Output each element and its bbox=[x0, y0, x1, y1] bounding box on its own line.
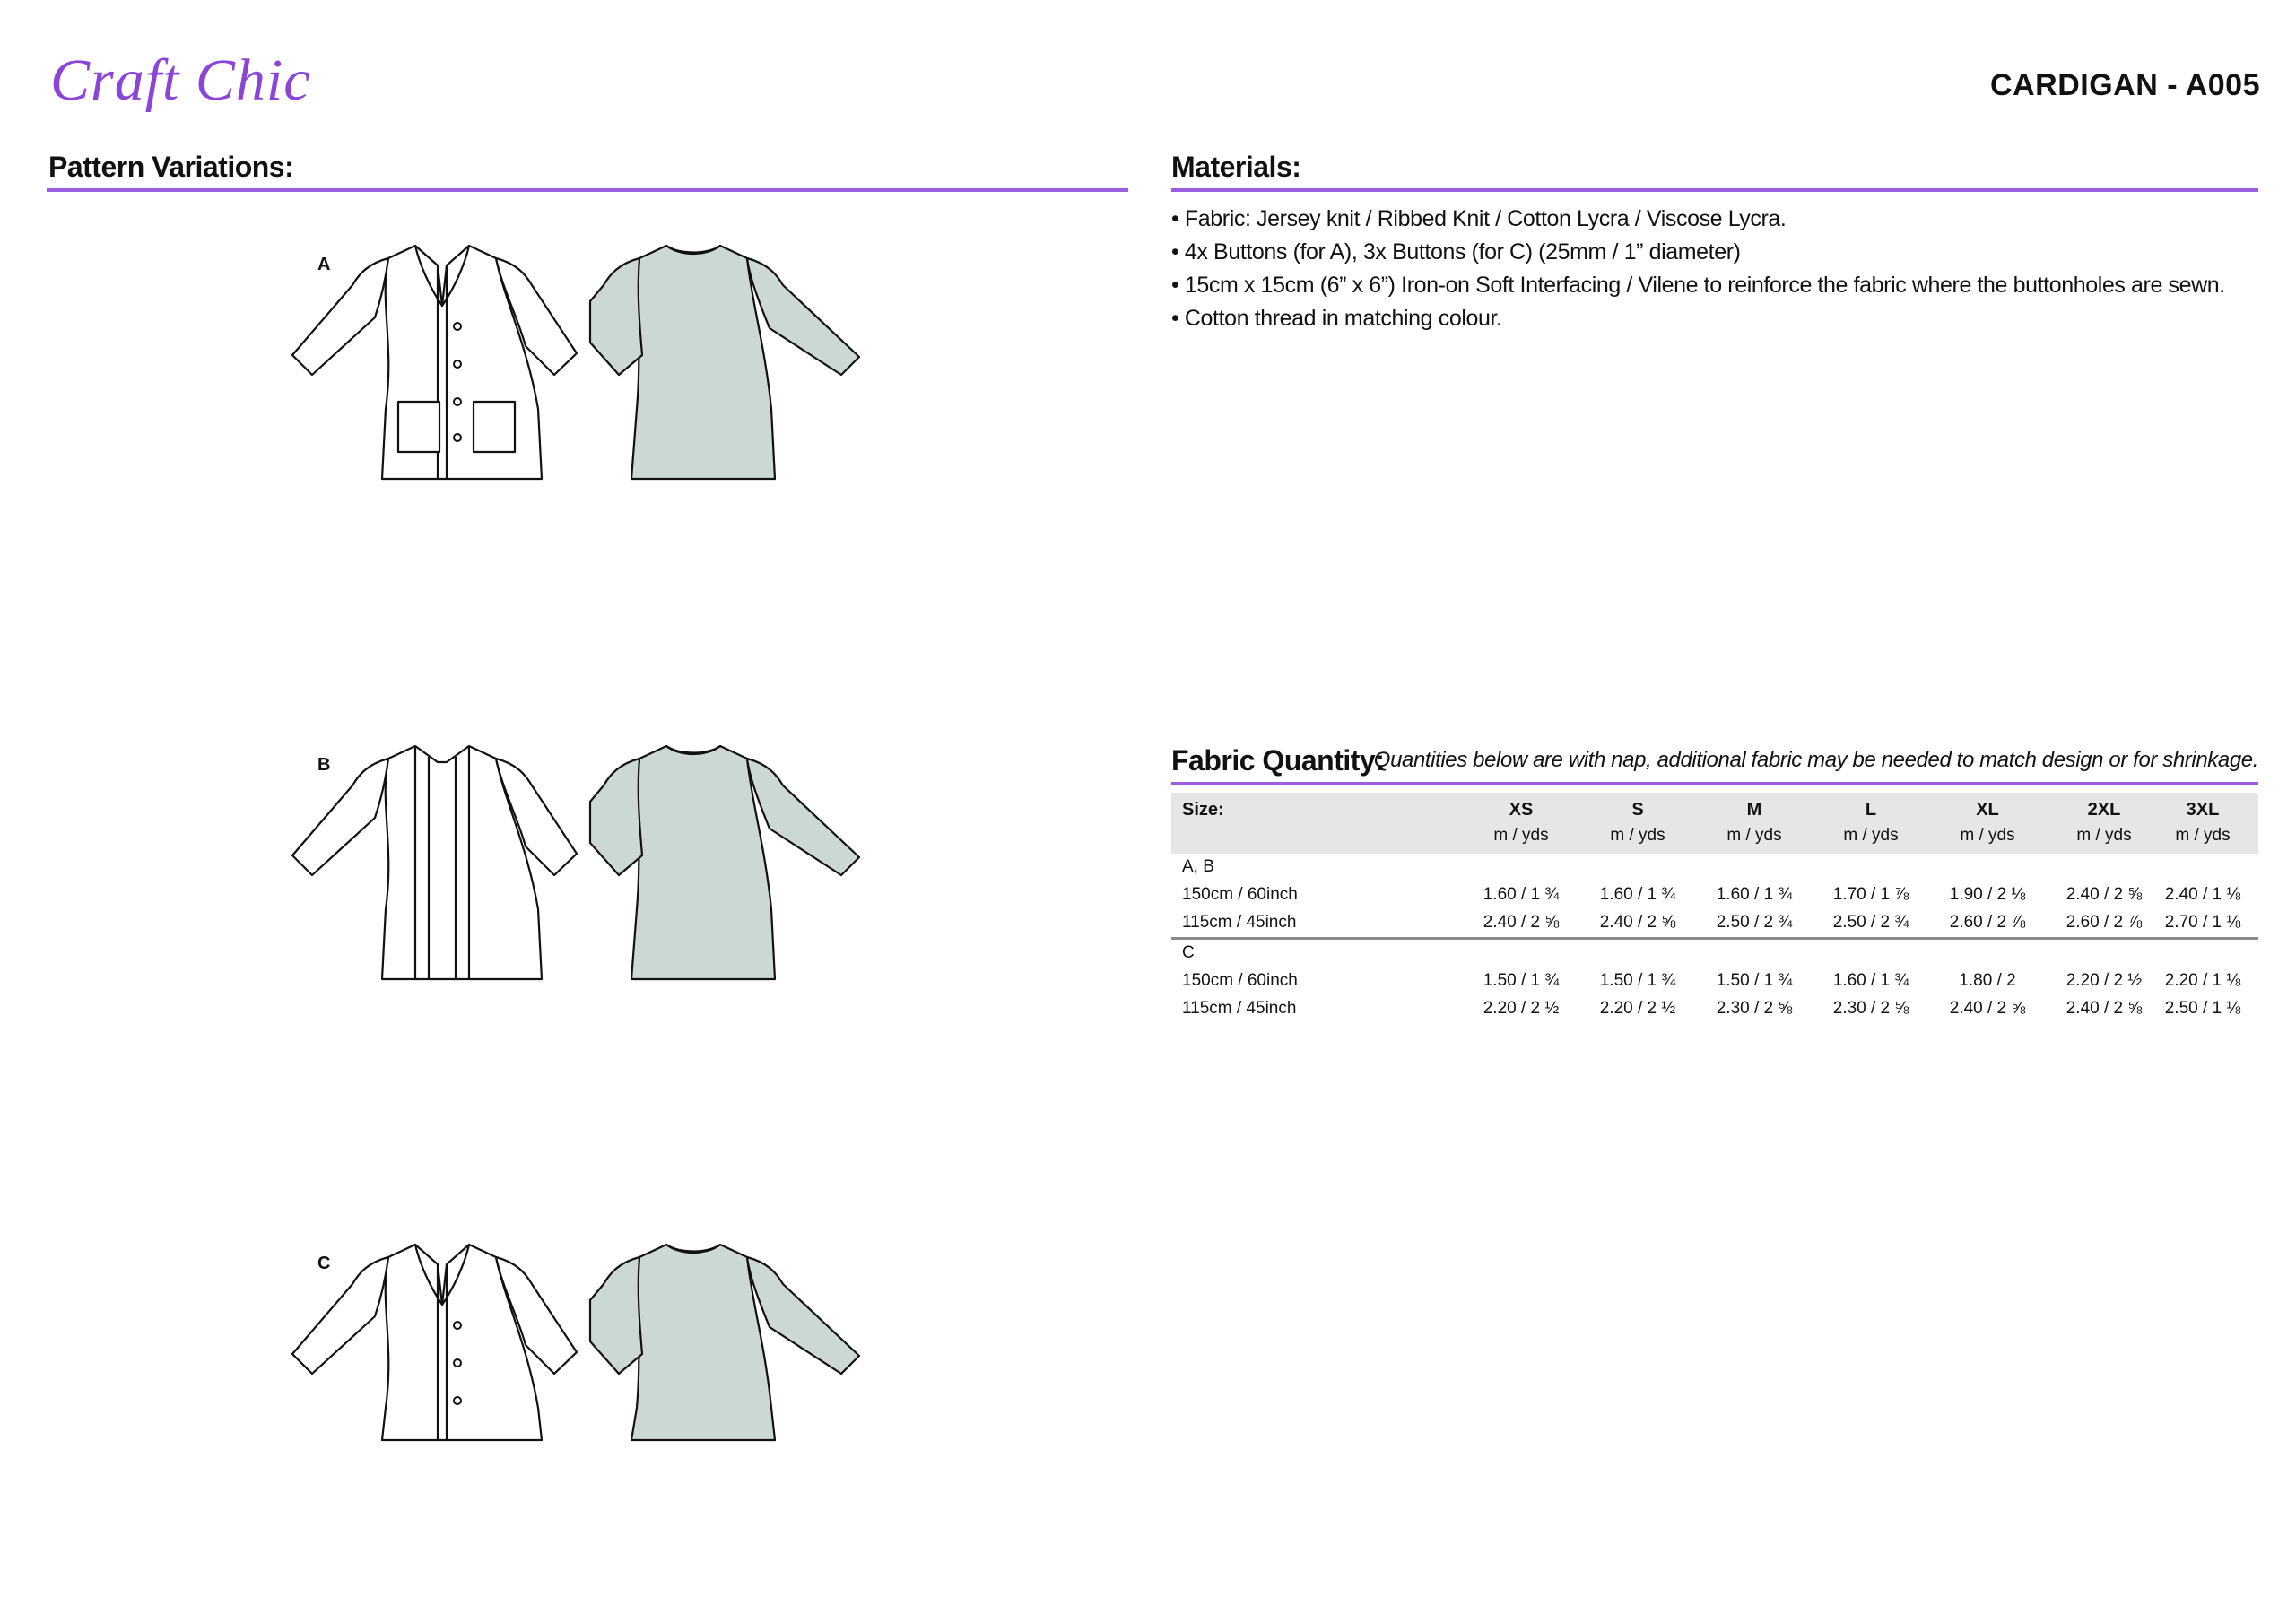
quantity-cell: 2.60 / 2 ⅞ bbox=[1949, 913, 2026, 932]
button bbox=[454, 434, 461, 441]
table-header bbox=[1171, 793, 2258, 854]
size-column-header bbox=[1700, 793, 1808, 846]
quantity-cell: 2.30 / 2 ⅝ bbox=[1832, 999, 1909, 1018]
table-row bbox=[1171, 968, 2258, 995]
quantity-cell: 2.40 / 2 ⅝ bbox=[1949, 999, 2026, 1018]
size-unit: m / yds bbox=[1726, 826, 1782, 845]
size-name: M bbox=[1746, 800, 1762, 820]
size-column-header bbox=[2050, 793, 2158, 846]
size-name: XL bbox=[1976, 800, 1999, 820]
size-unit: m / yds bbox=[2175, 826, 2231, 845]
cardigan-back-left-sleeve bbox=[590, 1257, 642, 1374]
size-column-header bbox=[1817, 793, 1925, 846]
quantity-cell: 2.30 / 2 ⅝ bbox=[1716, 999, 1793, 1018]
size-unit: m / yds bbox=[1610, 826, 1665, 845]
pocket-left bbox=[398, 402, 439, 452]
variation-label: A bbox=[317, 255, 331, 274]
materials-title: Materials: bbox=[1171, 151, 1301, 183]
size-column-header bbox=[1584, 793, 1692, 846]
quantity-cell: 2.50 / 2 ¾ bbox=[1832, 913, 1909, 932]
cardigan-back-left-sleeve bbox=[590, 759, 642, 875]
variation-a bbox=[285, 239, 895, 508]
variation-b bbox=[285, 739, 895, 1008]
size-unit: m / yds bbox=[2076, 826, 2132, 845]
quantity-cell: 2.40 / 2 ⅝ bbox=[1599, 913, 1676, 932]
group-name: C bbox=[1182, 943, 1195, 962]
quantity-cell: 2.70 / 1 ⅛ bbox=[2164, 913, 2241, 932]
quantity-cell: 1.50 / 1 ¾ bbox=[1716, 971, 1793, 990]
size-name: 3XL bbox=[2186, 800, 2220, 820]
materials-item: • 15cm x 15cm (6” x 6”) Iron-on Soft Interfacing / Vilene to reinforce the fabric where the buttonholes are sewn. bbox=[1171, 273, 2225, 298]
materials-item: • Fabric: Jersey knit / Ribbed Knit / Cotton Lycra / Viscose Lycra. bbox=[1171, 206, 1787, 231]
materials-item: • Cotton thread in matching colour. bbox=[1171, 306, 1502, 331]
quantity-cell: 1.60 / 1 ¾ bbox=[1716, 885, 1793, 904]
quantity-cell: 1.50 / 1 ¾ bbox=[1483, 971, 1560, 990]
group-row bbox=[1171, 940, 2258, 968]
cardigan-front-left-sleeve bbox=[292, 258, 388, 375]
fabric-width: 115cm / 45inch bbox=[1182, 913, 1297, 932]
pattern-variations-rule bbox=[47, 188, 1128, 192]
size-name: S bbox=[1631, 800, 1644, 820]
quantity-cell: 1.60 / 1 ¾ bbox=[1599, 885, 1676, 904]
pocket-right bbox=[474, 402, 515, 452]
fabric-quantity-title: Fabric Quantity: bbox=[1171, 744, 1385, 777]
quantity-cell: 2.20 / 2 ½ bbox=[1483, 999, 1560, 1018]
quantity-cell: 2.60 / 2 ⅞ bbox=[2066, 913, 2143, 932]
size-name: XS bbox=[1509, 800, 1534, 820]
size-column-header bbox=[1467, 793, 1575, 846]
quantity-cell: 1.80 / 2 bbox=[1959, 971, 2016, 990]
variation-b-illustration bbox=[285, 739, 895, 1008]
variation-c bbox=[285, 1237, 895, 1506]
cardigan-front-left-sleeve bbox=[292, 1257, 388, 1374]
quantity-cell: 2.20 / 1 ⅛ bbox=[2164, 971, 2241, 990]
variation-label: B bbox=[317, 755, 331, 775]
size-name: L bbox=[1865, 800, 1877, 820]
quantity-cell: 2.20 / 2 ½ bbox=[2066, 971, 2143, 990]
quantity-cell: 1.90 / 2 ⅛ bbox=[1949, 885, 2026, 904]
variation-label: C bbox=[317, 1254, 331, 1273]
button bbox=[454, 398, 461, 405]
button bbox=[454, 1359, 461, 1367]
variation-a-illustration bbox=[285, 239, 895, 508]
button bbox=[454, 1322, 461, 1329]
quantity-cell: 2.50 / 1 ⅛ bbox=[2164, 999, 2241, 1018]
cardigan-front-left-sleeve bbox=[292, 759, 388, 875]
fabric-quantity-rule bbox=[1171, 782, 2258, 785]
size-unit: m / yds bbox=[1493, 826, 1549, 845]
quantity-cell: 2.40 / 1 ⅛ bbox=[2164, 885, 2241, 904]
table-row bbox=[1171, 881, 2258, 909]
materials-list bbox=[1171, 203, 2257, 335]
quantity-cell: 1.60 / 1 ¾ bbox=[1483, 885, 1560, 904]
fabric-quantity-note: Quantities below are with nap, additional fabric may be needed to match design or for shrinkage. bbox=[1373, 748, 2258, 772]
fabric-width: 115cm / 45inch bbox=[1182, 999, 1297, 1018]
size-column-header bbox=[1934, 793, 2041, 846]
group-name: A, B bbox=[1182, 857, 1214, 876]
quantity-cell: 2.40 / 2 ⅝ bbox=[2066, 999, 2143, 1018]
button bbox=[454, 360, 461, 368]
variation-c-illustration bbox=[285, 1237, 895, 1506]
button bbox=[454, 323, 461, 330]
pattern-variations-title: Pattern Variations: bbox=[48, 151, 294, 183]
quantity-cell: 2.50 / 2 ¾ bbox=[1716, 913, 1793, 932]
fabric-width: 150cm / 60inch bbox=[1182, 971, 1298, 990]
group-row bbox=[1171, 854, 2258, 881]
size-column-header bbox=[2149, 793, 2257, 846]
size-label: Size: bbox=[1182, 800, 1224, 820]
cardigan-back-left-sleeve bbox=[590, 258, 642, 375]
fabric-quantity-table bbox=[1171, 793, 2258, 1023]
quantity-cell: 2.40 / 2 ⅝ bbox=[2066, 885, 2143, 904]
size-unit: m / yds bbox=[1843, 826, 1899, 845]
pattern-code: CARDIGAN - A005 bbox=[1990, 68, 2260, 102]
quantity-cell: 1.60 / 1 ¾ bbox=[1832, 971, 1909, 990]
table-row bbox=[1171, 909, 2258, 937]
materials-rule bbox=[1171, 188, 2258, 192]
brand-logo: Craft Chic bbox=[50, 48, 311, 113]
materials-item: • 4x Buttons (for A), 3x Buttons (for C) (25mm / 1” diameter) bbox=[1171, 239, 1741, 265]
button bbox=[454, 1397, 461, 1404]
quantity-cell: 2.40 / 2 ⅝ bbox=[1483, 913, 1560, 932]
quantity-cell: 1.70 / 1 ⅞ bbox=[1832, 885, 1909, 904]
size-name: 2XL bbox=[2087, 800, 2121, 820]
quantity-cell: 1.50 / 1 ¾ bbox=[1599, 971, 1676, 990]
quantity-cell: 2.20 / 2 ½ bbox=[1599, 999, 1676, 1018]
size-unit: m / yds bbox=[1960, 826, 2015, 845]
fabric-width: 150cm / 60inch bbox=[1182, 885, 1298, 904]
table-row bbox=[1171, 995, 2258, 1023]
